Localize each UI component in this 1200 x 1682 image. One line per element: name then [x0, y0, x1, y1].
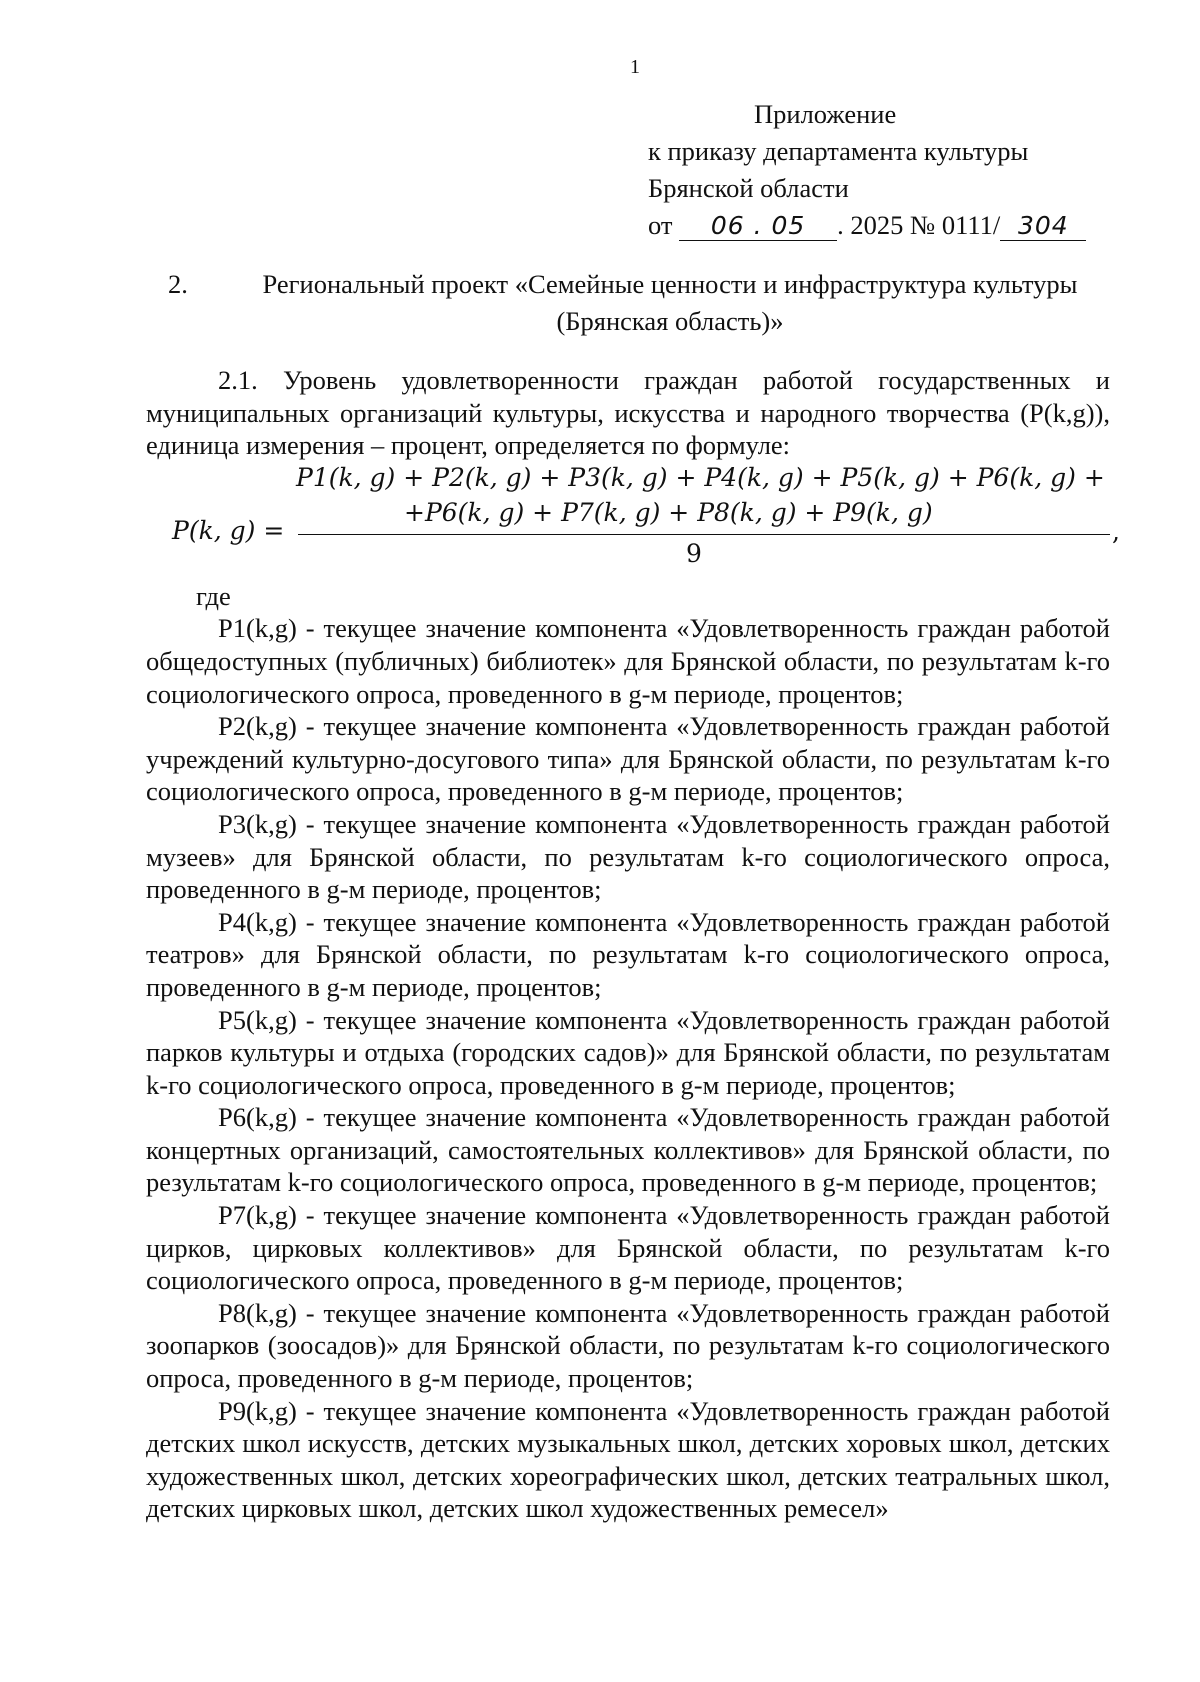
formula-trailing: ,: [1112, 516, 1120, 546]
definition-p1: P1(k,g) - текущее значение компонента «Удовлетворенность граждан работой общедоступных (публичных) библиотек» для Брянской области, по результатам k-го социологического опроса, проведенного в g-м периоде, процентов;: [146, 613, 1110, 709]
definition-p3: P3(k,g) - текущее значение компонента «Удовлетворенность граждан работой музеев» для Брянской области, по результатам k-го социологического опроса, проведенного в g-м периоде, процентов;: [146, 808, 1110, 905]
formula-denominator: 9: [686, 538, 702, 568]
formula-numerator-line-2: +P6(k, g) + P7(k, g) + P8(k, g) + P9(k, g): [404, 497, 933, 527]
page-number: 1: [630, 56, 640, 78]
handwritten-date: 06 . 05: [679, 212, 837, 241]
appendix-line-1: к приказу департамента культуры: [648, 136, 1029, 166]
appendix-date-line: [648, 207, 1086, 244]
section-title: Региональный проект «Семейные ценности и инфраструктура культуры (Брянская область)»: [262, 269, 1078, 336]
appendix-header: [648, 96, 1086, 244]
definition-p2: P2(k,g) - текущее значение компонента «Удовлетворенность граждан работой учреждений культурно-досугового типа» для Брянской области, по результатам k-го социологического опроса, проведенного в g-м периоде, процентов;: [146, 711, 1110, 807]
fraction-bar: [298, 534, 1110, 535]
document-body: [146, 364, 1120, 1525]
handwritten-number: 304: [1000, 212, 1086, 241]
section-number: 2.: [168, 269, 188, 299]
definition-p8: P8(k,g) - текущее значение компонента «Удовлетворенность граждан работой зоопарков (зоосадов)» для Брянской области, по результатам k-го социологического опроса, проведенного в g-м периоде, процентов;: [146, 1297, 1110, 1394]
definition-p4: P4(k,g) - текущее значение компонента «Удовлетворенность граждан работой театров» для Брянской области, по результатам k-го социологического опроса, проведенного в g-м периоде, процентов;: [146, 906, 1110, 1002]
definition-p7: P7(k,g) - текущее значение компонента «Удовлетворенность граждан работой цирков, цирковых коллективов» для Брянской области, по результатам k-го социологического опроса, проведенного в g-м периоде, процентов;: [146, 1200, 1110, 1296]
appendix-line-2: Брянской области: [648, 173, 849, 203]
formula-numerator-line-1: P1(k, g) + P2(k, g) + P3(k, g) + P4(k, g) + P5(k, g) + P6(k, g) +: [296, 462, 1105, 492]
formula: [146, 462, 1120, 580]
appendix-title: Приложение: [754, 99, 897, 129]
from-label: от: [648, 210, 673, 240]
definition-p5: P5(k,g) - текущее значение компонента «Удовлетворенность граждан работой парков культуры и отдыха (городских садов)» для Брянской области, по результатам k-го социологического опроса, проведенного в g-м периоде, процентов;: [146, 1004, 1110, 1100]
year-and-number: . 2025 № 0111/: [837, 210, 1001, 240]
section-heading: [150, 266, 1100, 340]
where-label: где: [196, 580, 231, 611]
intro-paragraph: 2.1. Уровень удовлетворенности граждан работой государственных и муниципальных организаций культуры, искусства и народного творчества (P(k,g)), единица измерения – процент, определяется по формуле:: [146, 365, 1110, 461]
definition-p9: P9(k,g) - текущее значение компонента «Удовлетворенность граждан работой детских школ искусств, детских музыкальных школ, детских хоровых школ, детских художественных школ, детских хореографических школ, детских театральных школ, детских цирковых школ, детских школ художественных ремесел»: [146, 1395, 1110, 1524]
definition-p6: P6(k,g) - текущее значение компонента «Удовлетворенность граждан работой концертных организаций, самостоятельных коллективов» для Брянской области, по результатам k-го социологического опроса, проведенного в g-м периоде, процентов;: [146, 1102, 1110, 1198]
formula-lhs: P(k, g) =: [172, 515, 285, 545]
